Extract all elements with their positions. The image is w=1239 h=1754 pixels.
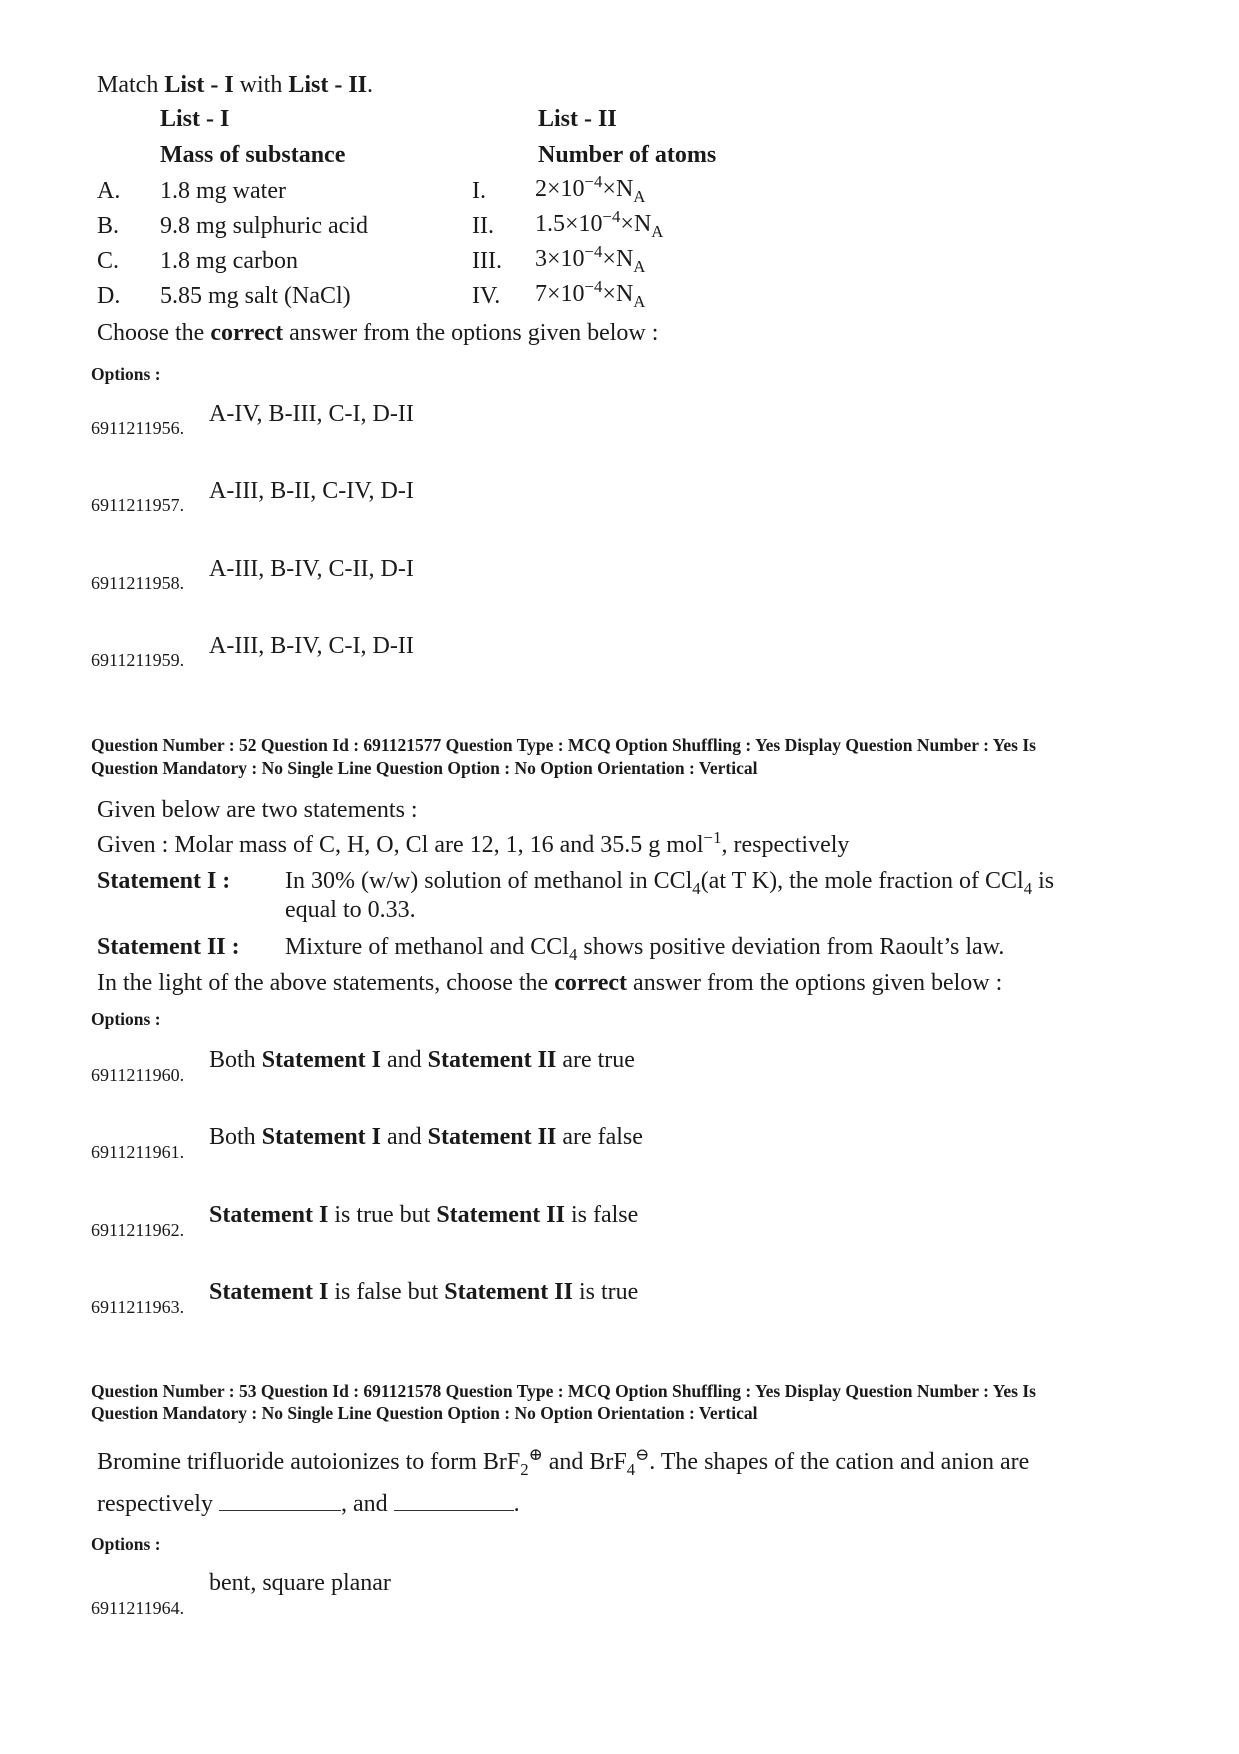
options-label: Options : xyxy=(91,1009,161,1029)
q51-instruction: Match List - I with List - II. xyxy=(97,72,374,98)
option-id: 6911211961. xyxy=(91,1142,185,1162)
row-roman: II. xyxy=(472,213,494,239)
option-text[interactable]: Statement I is true but Statement II is false xyxy=(209,1202,639,1228)
option-text[interactable]: Both Statement I and Statement II are false xyxy=(209,1124,643,1150)
row-letter: C. xyxy=(97,248,120,274)
option-text[interactable]: A-III, B-II, C-IV, D-I xyxy=(209,478,414,504)
q51-choose-line: Choose the correct answer from the options given below : xyxy=(97,320,659,346)
list2-title: List - II xyxy=(538,106,617,132)
option-id: 6911211960. xyxy=(91,1065,185,1085)
row-mass: 1.8 mg water xyxy=(160,178,286,204)
option-text[interactable]: A-III, B-IV, C-II, D-I xyxy=(209,556,414,582)
q52-header-line2: Question Mandatory : No Single Line Question Option : No Option Orientation : Vertical xyxy=(91,758,758,778)
blank-line xyxy=(219,1488,341,1511)
anion-formula: BrF$_4$⊖ xyxy=(589,1445,650,1479)
row-mass: 5.85 mg salt (NaCl) xyxy=(160,283,351,309)
row-roman: III. xyxy=(472,248,502,274)
row-letter: B. xyxy=(97,213,120,239)
q52-line1: Given below are two statements : xyxy=(97,797,418,823)
statement2-label: Statement II : xyxy=(97,934,240,960)
option-text[interactable]: Statement I is false but Statement II is true xyxy=(209,1279,639,1305)
q53-header-line2: Question Mandatory : No Single Line Question Option : No Option Orientation : Vertical xyxy=(91,1403,758,1423)
row-letter: A. xyxy=(97,178,121,204)
blank-line xyxy=(394,1488,514,1511)
statement1-text: In 30% (w/w) solution of methanol in CCl$_4$(at T K), the mole fraction of CCl$_4$ is xyxy=(285,868,1055,898)
row-atoms: $1.5\times 10^{-4}\times N_A$ xyxy=(535,207,664,241)
option-id: 6911211963. xyxy=(91,1297,185,1317)
option-id: 6911211957. xyxy=(91,495,185,515)
q53-line1: Bromine trifluoride autoionizes to form BrF$_2$⊕ and BrF$_4$⊖. The shapes of the cation and anion are xyxy=(97,1445,1030,1479)
list1-title: List - I xyxy=(160,106,230,132)
statement1-label: Statement I : xyxy=(97,868,231,894)
option-text[interactable]: Both Statement I and Statement II are true xyxy=(209,1047,635,1073)
cation-formula: BrF$_2$⊕ xyxy=(482,1445,543,1479)
q53-line2: respectively , and . xyxy=(97,1487,520,1521)
q52-header-line1: Question Number : 52 Question Id : 691121577 Question Type : MCQ Option Shuffling : Yes Display Question Number : Yes Is xyxy=(91,735,1036,755)
option-id: 6911211956. xyxy=(91,418,185,438)
statement1-text-line2: equal to 0.33. xyxy=(285,897,416,923)
row-atoms: $3\times 10^{-4}\times N_A$ xyxy=(535,242,646,276)
options-label: Options : xyxy=(91,364,161,384)
row-roman: I. xyxy=(472,178,486,204)
row-atoms: $2\times 10^{-4}\times N_A$ xyxy=(535,172,646,206)
statement2-text: Mixture of methanol and CCl$_4$ shows positive deviation from Raoult’s law. xyxy=(285,934,1005,964)
row-letter: D. xyxy=(97,283,121,309)
row-roman: IV. xyxy=(472,283,501,309)
row-mass: 9.8 mg sulphuric acid xyxy=(160,213,368,239)
option-id: 6911211958. xyxy=(91,573,185,593)
row-mass: 1.8 mg carbon xyxy=(160,248,298,274)
option-text[interactable]: bent, square planar xyxy=(209,1570,391,1596)
row-atoms: $7\times 10^{-4}\times N_A$ xyxy=(535,277,646,311)
list1-subtitle: Mass of substance xyxy=(160,142,346,168)
q53-header-line1: Question Number : 53 Question Id : 691121578 Question Type : MCQ Option Shuffling : Yes Display Question Number : Yes Is xyxy=(91,1381,1036,1401)
q52-line2: Given : Molar mass of C, H, O, Cl are 12, 1, 16 and 35.5 g mol$^{-1}$, respectively xyxy=(97,828,850,858)
option-id: 6911211964. xyxy=(91,1598,185,1618)
options-label: Options : xyxy=(91,1534,161,1554)
q52-choose-line: In the light of the above statements, choose the correct answer from the options given below : xyxy=(97,970,1003,996)
list2-subtitle: Number of atoms xyxy=(538,142,717,168)
option-id: 6911211962. xyxy=(91,1220,185,1240)
option-text[interactable]: A-IV, B-III, C-I, D-II xyxy=(209,401,414,427)
option-id: 6911211959. xyxy=(91,650,185,670)
option-text[interactable]: A-III, B-IV, C-I, D-II xyxy=(209,633,414,659)
